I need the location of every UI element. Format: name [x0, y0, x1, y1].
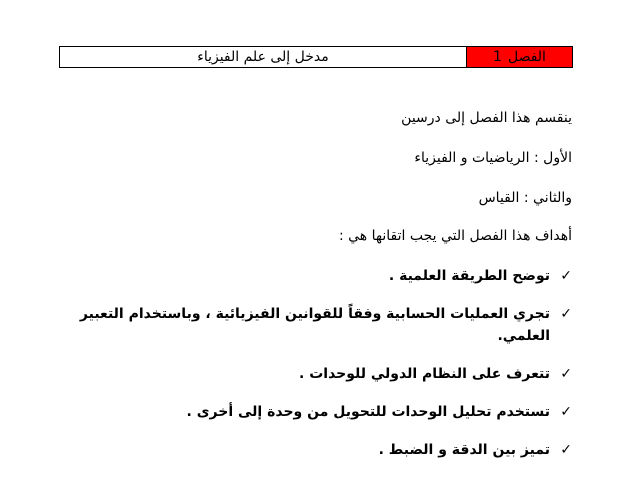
- list-item: [52, 303, 572, 347]
- objective-text: تجري العمليات الحسابية وفقاً للقوانين الفيزيائية ، وباستخدام التعبير العلمي.: [79, 306, 550, 344]
- chapter-number-box: [466, 47, 572, 67]
- check-mark-icon: ✓: [560, 442, 572, 458]
- objectives-list: [52, 265, 572, 477]
- intro-text: ينقسم هذا الفصل إلى درسين: [401, 110, 572, 126]
- list-item: [52, 401, 572, 423]
- chapter-label: الفصل: [507, 49, 546, 65]
- lesson-one: الأول : الرياضيات و الفيزياء: [414, 150, 572, 166]
- objective-text: تتعرف على النظام الدولي للوحدات .: [299, 366, 550, 382]
- lesson-two: والثاني : القياس: [478, 190, 572, 206]
- chapter-title: مدخل إلى علم الفيزياء: [197, 49, 329, 65]
- chapter-number: 1: [493, 49, 502, 65]
- check-mark-icon: ✓: [560, 366, 572, 382]
- check-mark-icon: ✓: [560, 306, 572, 322]
- check-mark-icon: ✓: [560, 404, 572, 420]
- list-item: [52, 265, 572, 287]
- objective-text: تميز بين الدقة و الضبط .: [378, 442, 550, 458]
- chapter-header: [59, 46, 573, 68]
- objectives-heading: أهداف هذا الفصل التي يجب اتقانها هي :: [338, 228, 572, 244]
- list-item: [52, 439, 572, 461]
- check-mark-icon: ✓: [560, 268, 572, 284]
- list-item: [52, 363, 572, 385]
- objective-text: تستخدم تحليل الوحدات للتحويل من وحدة إلى أخرى .: [186, 404, 550, 420]
- objective-text: توضح الطريقة العلمية .: [388, 268, 550, 284]
